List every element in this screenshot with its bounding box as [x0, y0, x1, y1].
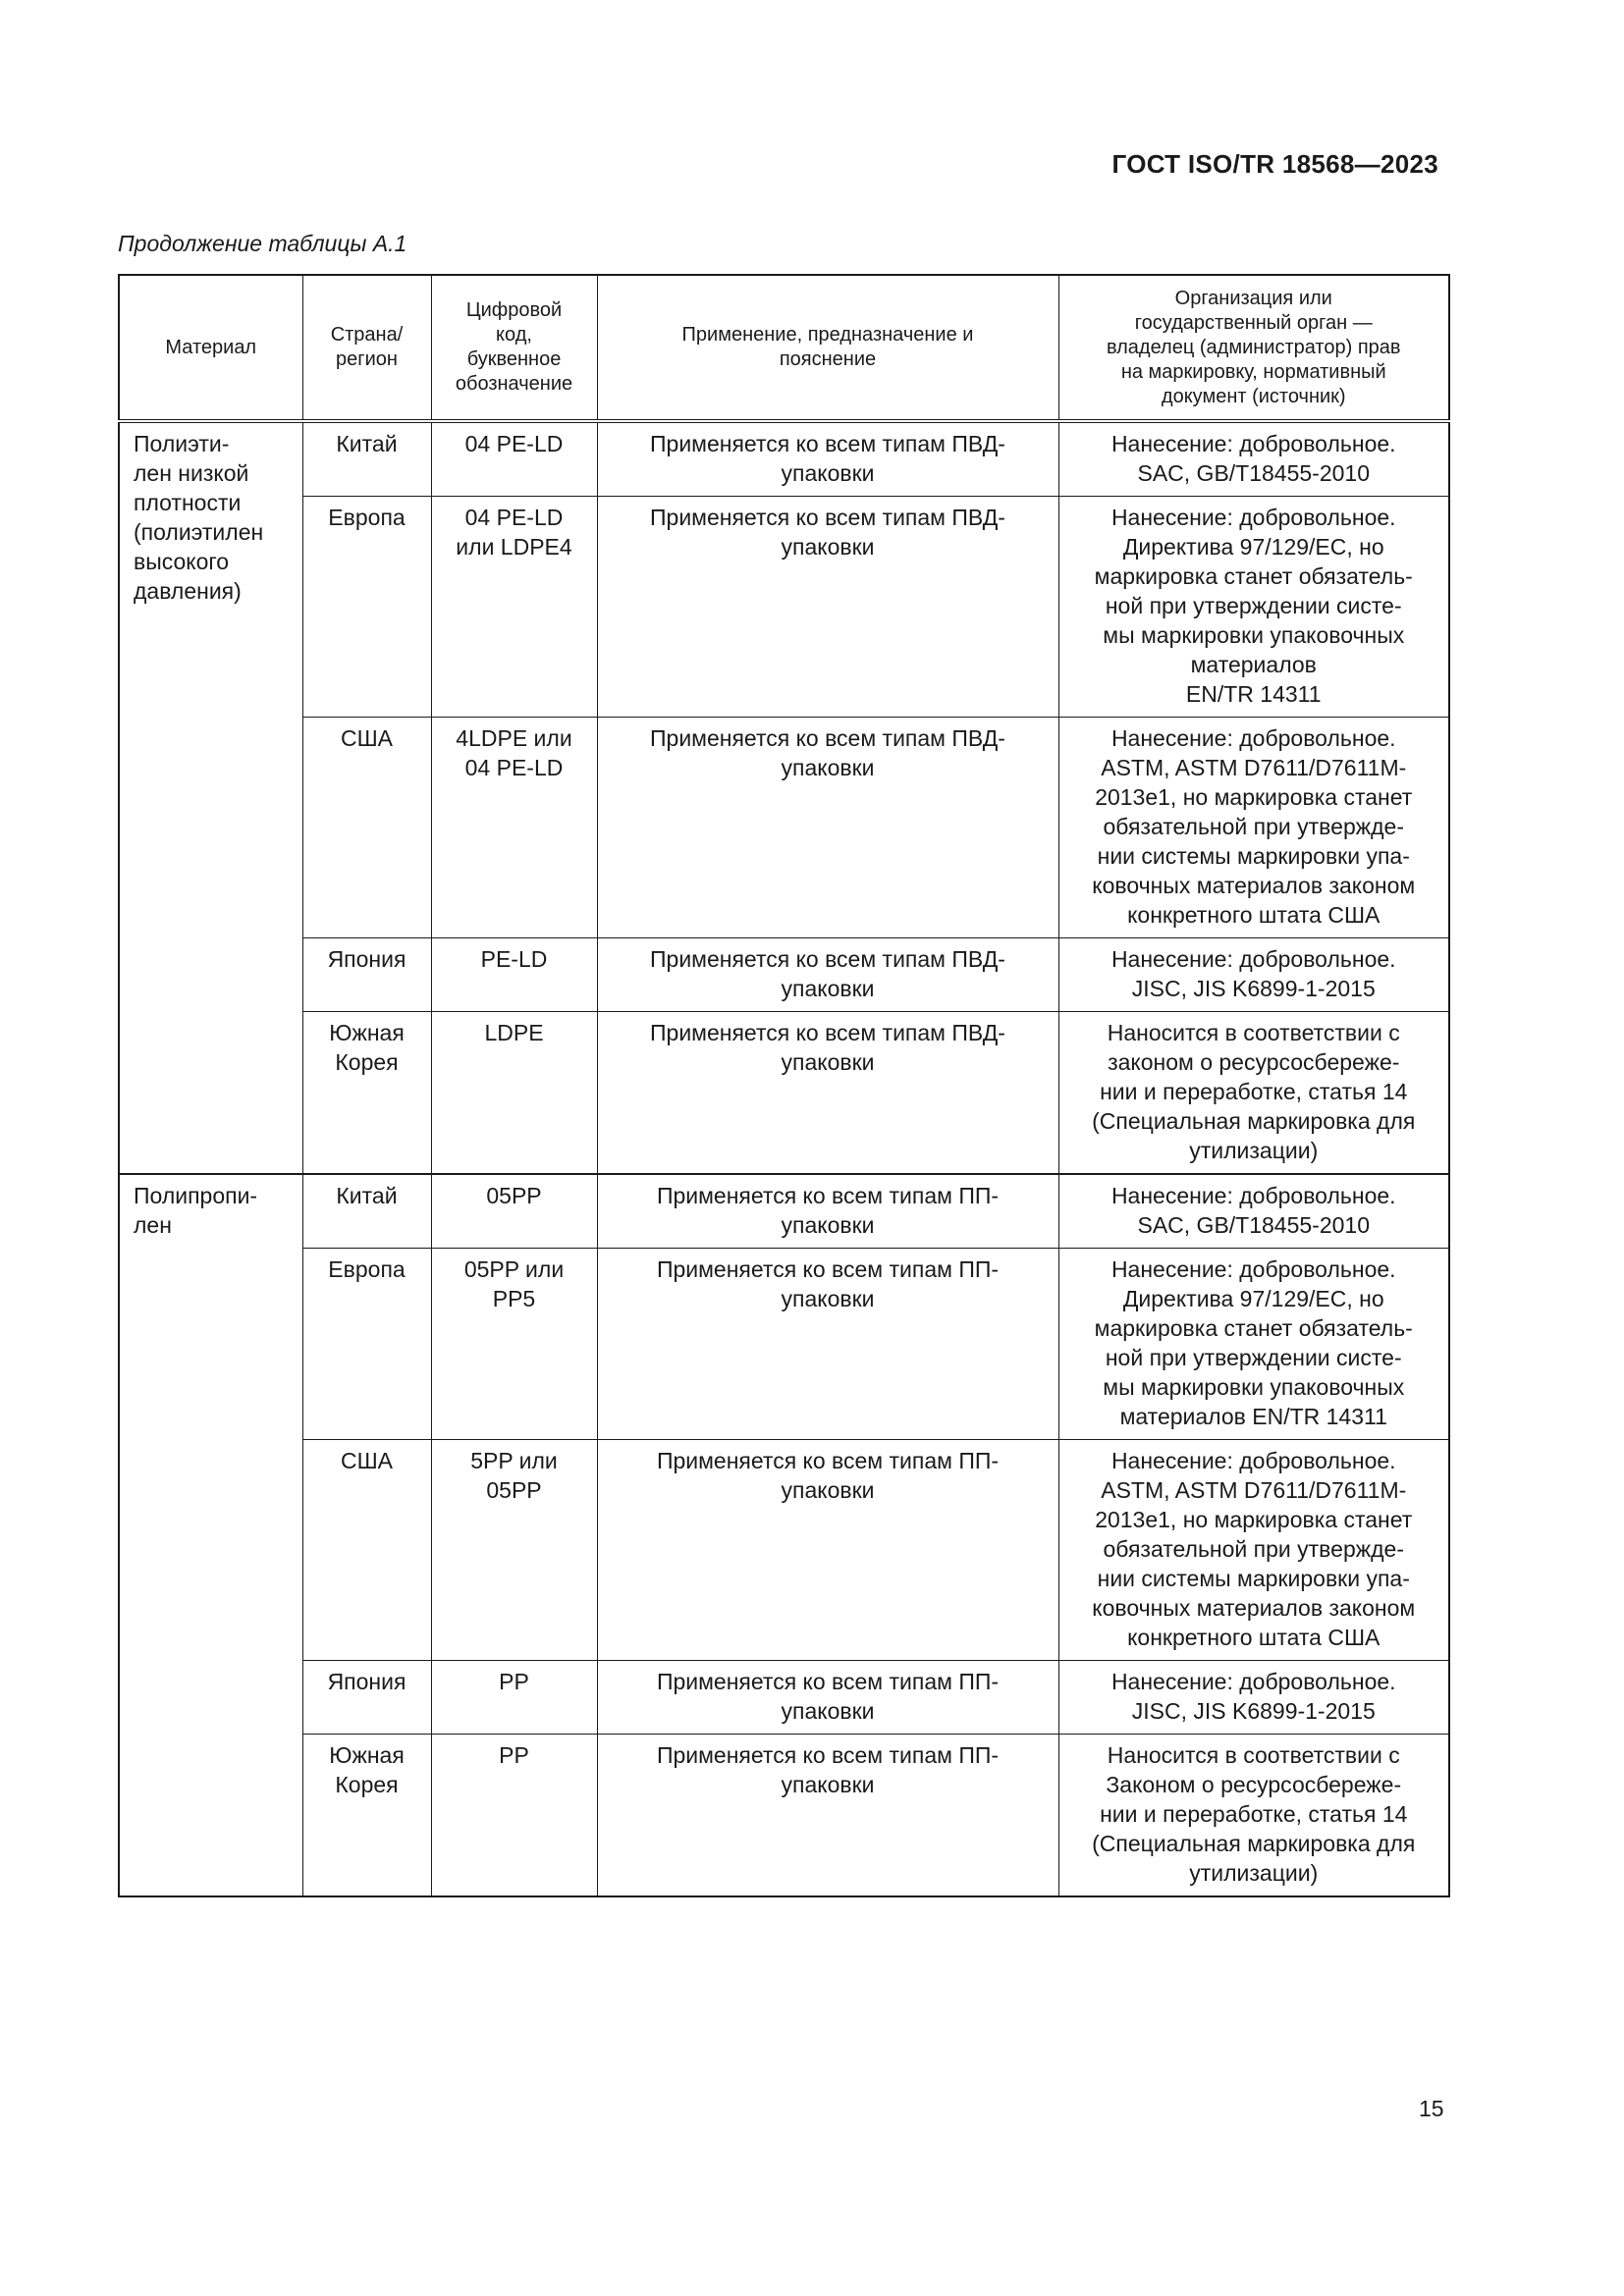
table-row	[119, 1661, 1449, 1735]
region-cell: США	[302, 1440, 431, 1661]
material-cell: Полиэти- лен низкой плотности (полиэтилен высокого давления)	[119, 421, 302, 1174]
table-header	[119, 275, 1449, 421]
code-cell: 05PP или PP5	[431, 1249, 597, 1440]
table-row	[119, 421, 1449, 497]
source-cell: Нанесение: добровольное. Директива 97/129/ЕС, но маркировка станет обязатель- ной при утверждении систе- мы маркировки упаковочных материалов EN/TR 14311	[1058, 497, 1449, 718]
material-group-ldpe	[119, 421, 1449, 1174]
marking-table	[118, 274, 1450, 1897]
source-cell: Нанесение: добровольное. ASTM, ASTM D7611/D7611M- 2013e1, но маркировка станет обязательной при утвержде- нии системы маркировки упа- ковочных материалов законом конкретного штата США	[1058, 718, 1449, 938]
table-row	[119, 938, 1449, 1012]
source-cell: Нанесение: добровольное. SAC, GB/T18455-2010	[1058, 1174, 1449, 1249]
region-cell: Европа	[302, 497, 431, 718]
table-row	[119, 1012, 1449, 1175]
column-header-region: Страна/ регион	[302, 275, 431, 421]
table-row	[119, 1249, 1449, 1440]
code-cell: 05PP	[431, 1174, 597, 1249]
code-cell: PP	[431, 1661, 597, 1735]
code-cell: LDPE	[431, 1012, 597, 1175]
code-cell: PE-LD	[431, 938, 597, 1012]
region-cell: Южная Корея	[302, 1735, 431, 1897]
header-row	[119, 275, 1449, 421]
material-cell: Полипропи- лен	[119, 1174, 302, 1896]
region-cell: Китай	[302, 1174, 431, 1249]
application-cell: Применяется ко всем типам ПП- упаковки	[597, 1735, 1058, 1897]
source-cell: Наносится в соответствии с Законом о ресурсосбереже- нии и переработке, статья 14 (Специальная маркировка для утилизации)	[1058, 1735, 1449, 1897]
region-cell: Южная Корея	[302, 1012, 431, 1175]
region-cell: Япония	[302, 938, 431, 1012]
table-row	[119, 497, 1449, 718]
application-cell: Применяется ко всем типам ПП- упаковки	[597, 1440, 1058, 1661]
page-number: 15	[1419, 2096, 1444, 2121]
application-cell: Применяется ко всем типам ПП- упаковки	[597, 1661, 1058, 1735]
table-caption: Продолжение таблицы А.1	[118, 231, 407, 256]
source-cell: Нанесение: добровольное. Директива 97/129/ЕС, но маркировка станет обязатель- ной при утверждении систе- мы маркировки упаковочных материалов EN/TR 14311	[1058, 1249, 1449, 1440]
column-header-source: Организация или государственный орган — владелец (администратор) прав на маркировку, нормативный документ (источник)	[1058, 275, 1449, 421]
column-header-code: Цифровой код, буквенное обозначение	[431, 275, 597, 421]
column-header-material: Материал	[119, 275, 302, 421]
application-cell: Применяется ко всем типам ПВД- упаковки	[597, 938, 1058, 1012]
application-cell: Применяется ко всем типам ПВД- упаковки	[597, 1012, 1058, 1175]
table-row	[119, 1440, 1449, 1661]
source-cell: Нанесение: добровольное. ASTM, ASTM D7611/D7611M- 2013e1, но маркировка станет обязательной при утвержде- нии системы маркировки упа- ковочных материалов законом конкретного штата США	[1058, 1440, 1449, 1661]
source-cell: Нанесение: добровольное. JISC, JIS K6899-1-2015	[1058, 1661, 1449, 1735]
code-cell: 5PP или 05PP	[431, 1440, 597, 1661]
column-header-application: Применение, предназначение и пояснение	[597, 275, 1058, 421]
code-cell: 04 PE-LD	[431, 421, 597, 497]
region-cell: Европа	[302, 1249, 431, 1440]
source-cell: Нанесение: добровольное. JISC, JIS K6899-1-2015	[1058, 938, 1449, 1012]
region-cell: Китай	[302, 421, 431, 497]
code-cell: PP	[431, 1735, 597, 1897]
table-row	[119, 1735, 1449, 1897]
application-cell: Применяется ко всем типам ПВД- упаковки	[597, 421, 1058, 497]
source-cell: Наносится в соответствии с законом о ресурсосбереже- нии и переработке, статья 14 (Специальная маркировка для утилизации)	[1058, 1012, 1449, 1175]
material-group-pp	[119, 1174, 1449, 1896]
document-code: ГОСТ ISO/TR 18568—2023	[1111, 149, 1438, 179]
source-cell: Нанесение: добровольное. SAC, GB/T18455-2010	[1058, 421, 1449, 497]
region-cell: Япония	[302, 1661, 431, 1735]
application-cell: Применяется ко всем типам ПП- упаковки	[597, 1249, 1058, 1440]
application-cell: Применяется ко всем типам ПВД- упаковки	[597, 497, 1058, 718]
application-cell: Применяется ко всем типам ПП- упаковки	[597, 1174, 1058, 1249]
code-cell: 4LDPE или 04 PE-LD	[431, 718, 597, 938]
table-row	[119, 1174, 1449, 1249]
table-row	[119, 718, 1449, 938]
code-cell: 04 PE-LD или LDPE4	[431, 497, 597, 718]
region-cell: США	[302, 718, 431, 938]
application-cell: Применяется ко всем типам ПВД- упаковки	[597, 718, 1058, 938]
